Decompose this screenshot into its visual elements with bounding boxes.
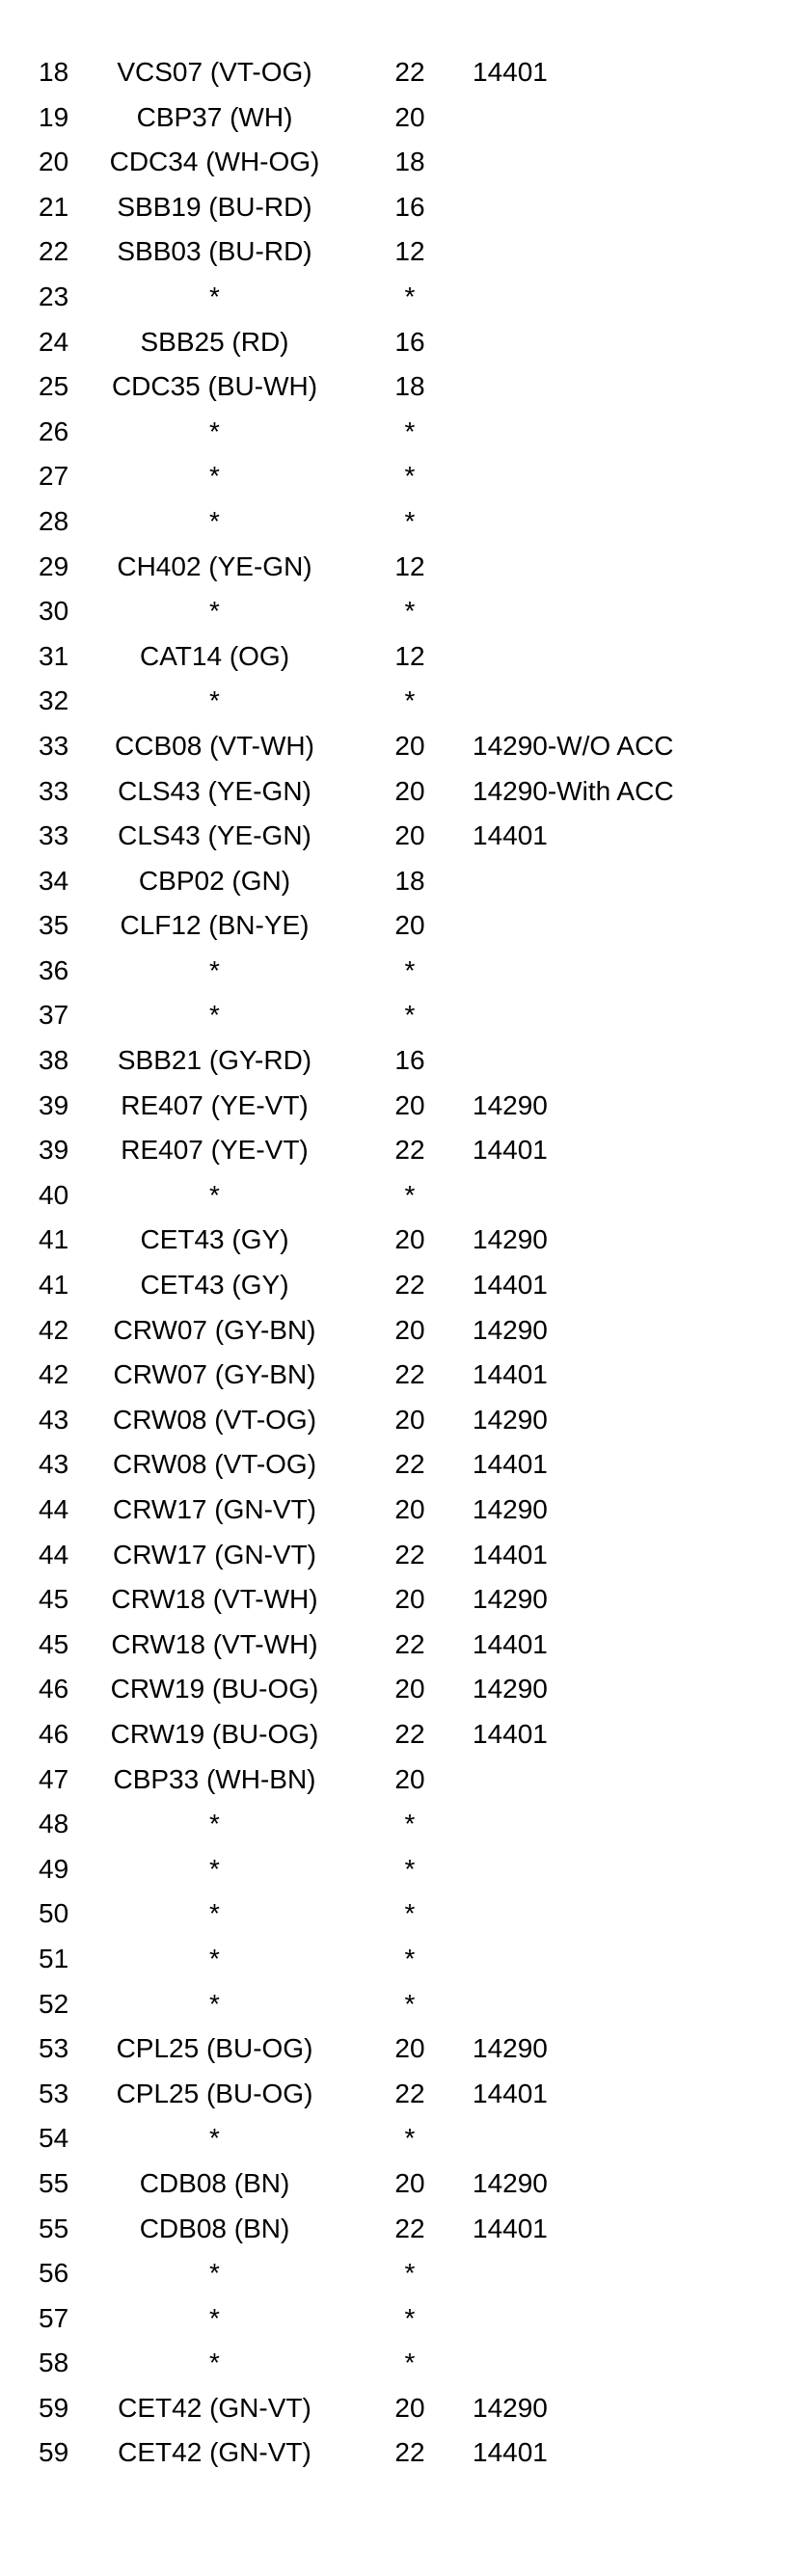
table-row xyxy=(0,1353,785,1398)
gauge-cell: * xyxy=(404,2123,416,2154)
circuit-cell: CRW07 (GY-BN) xyxy=(113,1359,316,1390)
gauge-cell: 22 xyxy=(394,57,425,87)
pin-number-cell: 53 xyxy=(39,2078,69,2108)
option-cell: 14401 xyxy=(473,2437,548,2468)
circuit-cell: * xyxy=(209,1988,220,2019)
gauge-cell: * xyxy=(404,1853,416,1884)
pin-number-cell: 45 xyxy=(39,1584,69,1615)
pin-number-cell: 30 xyxy=(39,596,69,627)
table-row xyxy=(0,1847,785,1892)
table-row xyxy=(0,679,785,724)
gauge-cell: 20 xyxy=(394,1404,425,1435)
gauge-cell: 22 xyxy=(394,1718,425,1749)
table-row xyxy=(0,140,785,185)
pin-number-cell: 33 xyxy=(39,775,69,806)
pin-number-cell: 58 xyxy=(39,2348,69,2378)
gauge-cell: 16 xyxy=(394,1045,425,1076)
table-row xyxy=(0,545,785,590)
table-row xyxy=(0,1802,785,1847)
gauge-cell: 20 xyxy=(394,1494,425,1524)
table-row xyxy=(0,634,785,680)
circuit-cell: * xyxy=(209,2123,220,2154)
gauge-cell: * xyxy=(404,1000,416,1031)
option-cell: 14401 xyxy=(473,57,548,87)
circuit-cell: CRW08 (VT-OG) xyxy=(112,1449,317,1480)
gauge-cell: 22 xyxy=(394,2437,425,2468)
table-row xyxy=(0,1173,785,1219)
table-row xyxy=(0,1398,785,1443)
table-row xyxy=(0,2026,785,2072)
table-row xyxy=(0,1758,785,1803)
pin-number-cell: 42 xyxy=(39,1359,69,1390)
table-row xyxy=(0,1623,785,1668)
pin-number-cell: 33 xyxy=(39,730,69,761)
gauge-cell: * xyxy=(404,2348,416,2378)
pin-number-cell: 55 xyxy=(39,2213,69,2243)
circuit-cell: * xyxy=(209,954,220,985)
table-row xyxy=(0,2251,785,2296)
pin-number-cell: 41 xyxy=(39,1224,69,1255)
circuit-cell: * xyxy=(209,416,220,446)
circuit-cell: RE407 (YE-VT) xyxy=(121,1135,309,1166)
gauge-cell: * xyxy=(404,1988,416,2019)
option-cell: 14290 xyxy=(473,1224,548,1255)
gauge-cell: 20 xyxy=(394,2392,425,2423)
circuit-cell: CPL25 (BU-OG) xyxy=(116,2078,313,2108)
gauge-cell: * xyxy=(404,2302,416,2333)
circuit-cell: CLF12 (BN-YE) xyxy=(120,910,310,941)
circuit-cell: CRW17 (GN-VT) xyxy=(112,1494,317,1524)
gauge-cell: 20 xyxy=(394,1584,425,1615)
circuit-cell: CRW18 (VT-WH) xyxy=(111,1584,318,1615)
gauge-cell: 22 xyxy=(394,1135,425,1166)
table-row xyxy=(0,1533,785,1578)
pin-number-cell: 34 xyxy=(39,865,69,896)
gauge-cell: 12 xyxy=(394,236,425,267)
pin-number-cell: 52 xyxy=(39,1988,69,2019)
circuit-cell: CBP37 (WH) xyxy=(136,101,293,132)
gauge-cell: * xyxy=(404,685,416,716)
option-cell: 14401 xyxy=(473,1628,548,1659)
pin-number-cell: 40 xyxy=(39,1179,69,1210)
pin-number-cell: 55 xyxy=(39,2167,69,2198)
option-cell: 14401 xyxy=(473,1539,548,1570)
table-row xyxy=(0,2386,785,2431)
table-row xyxy=(0,1667,785,1712)
gauge-cell: * xyxy=(404,416,416,446)
option-cell: 14290 xyxy=(473,2167,548,2198)
circuit-cell: CRW18 (VT-WH) xyxy=(111,1628,318,1659)
pin-number-cell: 59 xyxy=(39,2392,69,2423)
circuit-cell: CRW07 (GY-BN) xyxy=(113,1314,316,1345)
option-cell: 14401 xyxy=(473,2078,548,2108)
table-row xyxy=(0,95,785,141)
circuit-cell: * xyxy=(209,281,220,311)
circuit-cell: RE407 (YE-VT) xyxy=(121,1089,309,1120)
circuit-cell: CH402 (YE-GN) xyxy=(117,550,312,581)
option-cell: 14290 xyxy=(473,2033,548,2064)
pin-number-cell: 19 xyxy=(39,101,69,132)
table-row xyxy=(0,1038,785,1084)
pin-number-cell: 26 xyxy=(39,416,69,446)
pin-number-cell: 33 xyxy=(39,820,69,851)
table-row xyxy=(0,50,785,95)
circuit-cell: CET42 (GN-VT) xyxy=(118,2437,311,2468)
table-row xyxy=(0,724,785,769)
table-row xyxy=(0,499,785,545)
table-row xyxy=(0,859,785,904)
pin-number-cell: 48 xyxy=(39,1809,69,1839)
pin-number-cell: 32 xyxy=(39,685,69,716)
gauge-cell: 12 xyxy=(394,550,425,581)
option-cell: 14401 xyxy=(473,1135,548,1166)
gauge-cell: 20 xyxy=(394,820,425,851)
circuit-cell: * xyxy=(209,1853,220,1884)
pin-number-cell: 23 xyxy=(39,281,69,311)
table-row xyxy=(0,2116,785,2161)
gauge-cell: 18 xyxy=(394,371,425,402)
pin-number-cell: 56 xyxy=(39,2258,69,2289)
pin-number-cell: 38 xyxy=(39,1045,69,1076)
gauge-cell: * xyxy=(404,954,416,985)
table-row xyxy=(0,1892,785,1937)
pin-number-cell: 42 xyxy=(39,1314,69,1345)
gauge-cell: 16 xyxy=(394,326,425,357)
gauge-cell: 20 xyxy=(394,1314,425,1345)
circuit-cell: CBP33 (WH-BN) xyxy=(113,1763,316,1794)
gauge-cell: 22 xyxy=(394,1628,425,1659)
table-row xyxy=(0,185,785,230)
circuit-cell: VCS07 (VT-OG) xyxy=(117,57,312,87)
gauge-cell: 20 xyxy=(394,1763,425,1794)
gauge-cell: 20 xyxy=(394,1674,425,1704)
circuit-cell: * xyxy=(209,1898,220,1929)
pin-number-cell: 46 xyxy=(39,1718,69,1749)
option-cell: 14401 xyxy=(473,1718,548,1749)
table-row xyxy=(0,993,785,1038)
pin-number-cell: 43 xyxy=(39,1449,69,1480)
pin-number-cell: 51 xyxy=(39,1943,69,1973)
gauge-cell: * xyxy=(404,2258,416,2289)
circuit-cell: CET42 (GN-VT) xyxy=(118,2392,311,2423)
circuit-cell: CDB08 (BN) xyxy=(139,2167,290,2198)
table-row xyxy=(0,2296,785,2342)
gauge-cell: 20 xyxy=(394,730,425,761)
gauge-cell: 20 xyxy=(394,910,425,941)
pin-number-cell: 47 xyxy=(39,1763,69,1794)
option-cell: 14290 xyxy=(473,1314,548,1345)
gauge-cell: 20 xyxy=(394,2033,425,2064)
gauge-cell: * xyxy=(404,461,416,492)
pinout-table xyxy=(0,50,785,2476)
circuit-cell: SBB21 (GY-RD) xyxy=(117,1045,312,1076)
circuit-cell: * xyxy=(209,2258,220,2289)
gauge-cell: 18 xyxy=(394,147,425,177)
pin-number-cell: 25 xyxy=(39,371,69,402)
pin-number-cell: 18 xyxy=(39,57,69,87)
pin-number-cell: 45 xyxy=(39,1628,69,1659)
gauge-cell: 12 xyxy=(394,640,425,671)
pin-number-cell: 57 xyxy=(39,2302,69,2333)
pin-number-cell: 36 xyxy=(39,954,69,985)
circuit-cell: * xyxy=(209,1000,220,1031)
pin-number-cell: 28 xyxy=(39,505,69,536)
circuit-cell: CRW08 (VT-OG) xyxy=(112,1404,317,1435)
option-cell: 14290 xyxy=(473,2392,548,2423)
circuit-cell: * xyxy=(209,2348,220,2378)
option-cell: 14290 xyxy=(473,1494,548,1524)
circuit-cell: CBP02 (GN) xyxy=(138,865,291,896)
gauge-cell: 20 xyxy=(394,1089,425,1120)
option-cell: 14401 xyxy=(473,2213,548,2243)
circuit-cell: CDB08 (BN) xyxy=(139,2213,290,2243)
pin-number-cell: 54 xyxy=(39,2123,69,2154)
gauge-cell: 22 xyxy=(394,2078,425,2108)
table-row xyxy=(0,1128,785,1173)
gauge-cell: 20 xyxy=(394,2167,425,2198)
circuit-cell: * xyxy=(209,596,220,627)
table-row xyxy=(0,2430,785,2476)
table-row xyxy=(0,1937,785,1982)
pin-number-cell: 44 xyxy=(39,1494,69,1524)
option-cell: 14290 xyxy=(473,1089,548,1120)
table-row xyxy=(0,1218,785,1263)
option-cell: 14290 xyxy=(473,1674,548,1704)
table-row xyxy=(0,275,785,320)
option-cell: 14290-W/O ACC xyxy=(473,730,674,761)
table-row xyxy=(0,903,785,949)
table-row xyxy=(0,410,785,455)
circuit-cell: * xyxy=(209,1809,220,1839)
pin-number-cell: 53 xyxy=(39,2033,69,2064)
gauge-cell: 22 xyxy=(394,1270,425,1301)
circuit-cell: CRW17 (GN-VT) xyxy=(112,1539,317,1570)
pin-number-cell: 20 xyxy=(39,147,69,177)
pin-number-cell: 44 xyxy=(39,1539,69,1570)
gauge-cell: 22 xyxy=(394,1449,425,1480)
pin-number-cell: 59 xyxy=(39,2437,69,2468)
table-row xyxy=(0,2341,785,2386)
pin-number-cell: 37 xyxy=(39,1000,69,1031)
table-row xyxy=(0,814,785,859)
pin-number-cell: 21 xyxy=(39,191,69,222)
table-row xyxy=(0,1712,785,1758)
gauge-cell: 22 xyxy=(394,2213,425,2243)
pin-number-cell: 46 xyxy=(39,1674,69,1704)
option-cell: 14401 xyxy=(473,1449,548,1480)
table-row xyxy=(0,1084,785,1129)
option-cell: 14290 xyxy=(473,1404,548,1435)
circuit-cell: CET43 (GY) xyxy=(140,1224,289,1255)
option-cell: 14401 xyxy=(473,820,548,851)
circuit-cell: CRW19 (BU-OG) xyxy=(110,1718,319,1749)
table-row xyxy=(0,1488,785,1533)
pin-number-cell: 50 xyxy=(39,1898,69,1929)
circuit-cell: * xyxy=(209,2302,220,2333)
circuit-cell: * xyxy=(209,505,220,536)
circuit-cell: * xyxy=(209,1179,220,1210)
pin-number-cell: 41 xyxy=(39,1270,69,1301)
pin-number-cell: 31 xyxy=(39,640,69,671)
gauge-cell: 22 xyxy=(394,1359,425,1390)
gauge-cell: * xyxy=(404,281,416,311)
table-row xyxy=(0,2207,785,2252)
circuit-cell: CRW19 (BU-OG) xyxy=(110,1674,319,1704)
pin-number-cell: 49 xyxy=(39,1853,69,1884)
option-cell: 14290 xyxy=(473,1584,548,1615)
table-row xyxy=(0,1308,785,1354)
circuit-cell: * xyxy=(209,461,220,492)
pin-number-cell: 27 xyxy=(39,461,69,492)
option-cell: 14401 xyxy=(473,1270,548,1301)
pin-number-cell: 39 xyxy=(39,1135,69,1166)
table-row xyxy=(0,2161,785,2207)
gauge-cell: * xyxy=(404,596,416,627)
circuit-cell: SBB03 (BU-RD) xyxy=(117,236,312,267)
circuit-cell: SBB25 (RD) xyxy=(140,326,289,357)
circuit-cell: CAT14 (OG) xyxy=(139,640,290,671)
pin-number-cell: 29 xyxy=(39,550,69,581)
circuit-cell: SBB19 (BU-RD) xyxy=(117,191,312,222)
table-row xyxy=(0,320,785,365)
pin-number-cell: 22 xyxy=(39,236,69,267)
circuit-cell: CCB08 (VT-WH) xyxy=(115,730,314,761)
table-row xyxy=(0,1982,785,2027)
table-row xyxy=(0,949,785,994)
gauge-cell: 22 xyxy=(394,1539,425,1570)
gauge-cell: * xyxy=(404,1943,416,1973)
table-row xyxy=(0,1263,785,1308)
gauge-cell: * xyxy=(404,505,416,536)
option-cell: 14401 xyxy=(473,1359,548,1390)
circuit-cell: * xyxy=(209,685,220,716)
circuit-cell: CET43 (GY) xyxy=(140,1270,289,1301)
gauge-cell: 16 xyxy=(394,191,425,222)
table-row xyxy=(0,454,785,499)
circuit-cell: CLS43 (YE-GN) xyxy=(118,775,311,806)
circuit-cell: CDC34 (WH-OG) xyxy=(109,147,320,177)
table-row xyxy=(0,364,785,410)
pin-number-cell: 35 xyxy=(39,910,69,941)
table-row xyxy=(0,769,785,815)
gauge-cell: * xyxy=(404,1179,416,1210)
gauge-cell: 18 xyxy=(394,865,425,896)
circuit-cell: CDC35 (BU-WH) xyxy=(111,371,318,402)
gauge-cell: * xyxy=(404,1898,416,1929)
table-row xyxy=(0,1442,785,1488)
table-row xyxy=(0,229,785,275)
circuit-cell: CLS43 (YE-GN) xyxy=(118,820,311,851)
gauge-cell: 20 xyxy=(394,101,425,132)
pin-number-cell: 43 xyxy=(39,1404,69,1435)
gauge-cell: 20 xyxy=(394,775,425,806)
table-row xyxy=(0,1577,785,1623)
circuit-cell: CPL25 (BU-OG) xyxy=(116,2033,313,2064)
gauge-cell: 20 xyxy=(394,1224,425,1255)
option-cell: 14290-With ACC xyxy=(473,775,674,806)
pin-number-cell: 24 xyxy=(39,326,69,357)
circuit-cell: * xyxy=(209,1943,220,1973)
gauge-cell: * xyxy=(404,1809,416,1839)
pin-number-cell: 39 xyxy=(39,1089,69,1120)
table-row xyxy=(0,2072,785,2117)
table-row xyxy=(0,589,785,634)
